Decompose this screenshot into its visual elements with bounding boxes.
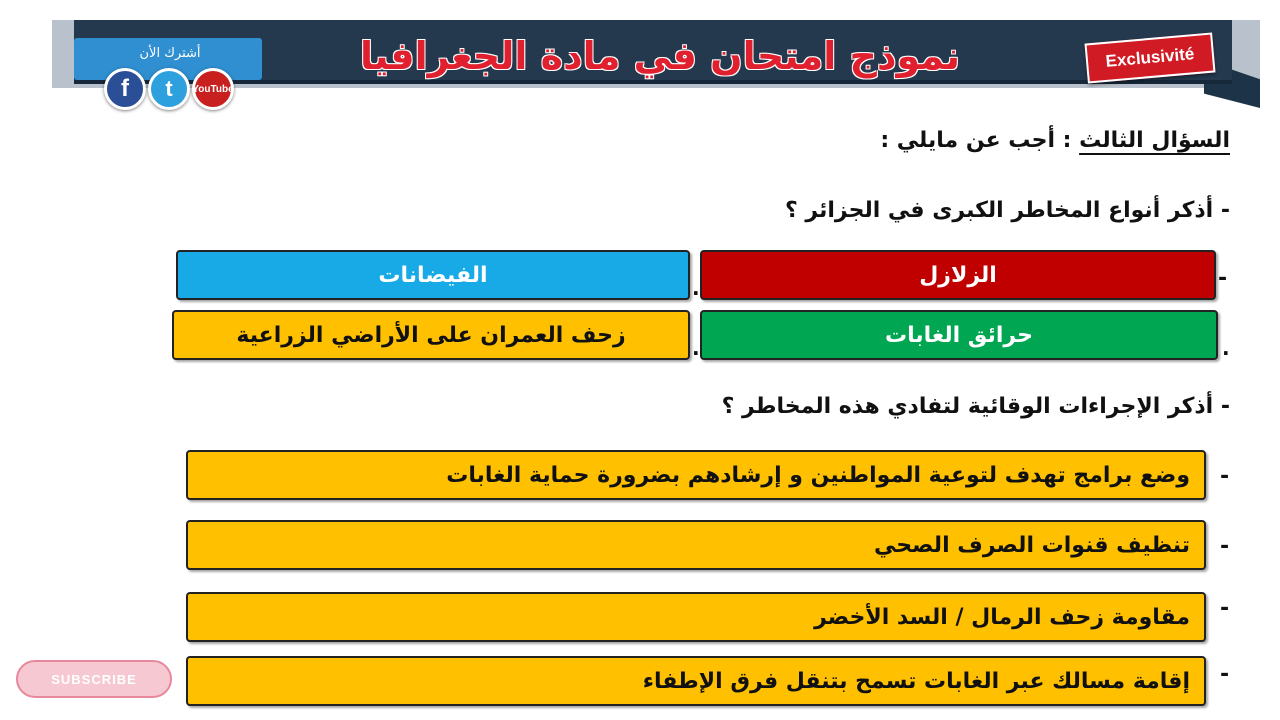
answer-forest-fires: حرائق الغابات: [700, 310, 1218, 360]
measure-forest-paths: إقامة مسالك عبر الغابات تسمح بتنقل فرق الإطفاء: [186, 656, 1206, 706]
dash-marker: -: [1218, 266, 1228, 291]
question-separator: :: [1055, 128, 1080, 153]
youtube-icon[interactable]: YouTube: [192, 68, 234, 110]
subscribe-now-label: أشترك الأن: [139, 46, 201, 61]
dash-marker: -: [1220, 464, 1230, 489]
dash-marker: -: [1220, 534, 1230, 559]
answer-urban-sprawl: زحف العمران على الأراضي الزراعية: [172, 310, 690, 360]
question-heading-line: [880, 128, 1230, 153]
measure-sewage: تنظيف قنوات الصرف الصحي: [186, 520, 1206, 570]
question-heading: السؤال الثالث: [1079, 128, 1230, 153]
page-title: نموذج امتحان في مادة الجغرافيا: [359, 34, 961, 78]
measure-green-dam: مقاومة زحف الرمال / السد الأخضر: [186, 592, 1206, 642]
dot-marker: .: [1222, 336, 1230, 360]
facebook-icon[interactable]: f: [104, 68, 146, 110]
question-instruction: أجب عن مايلي :: [880, 128, 1055, 153]
dash-marker: -: [1220, 662, 1230, 687]
answer-earthquakes: الزلازل: [700, 250, 1216, 300]
twitter-icon[interactable]: t: [148, 68, 190, 110]
dash-marker: -: [1220, 596, 1230, 621]
subscribe-button[interactable]: SUBSCRIBE: [16, 660, 172, 698]
question-2: - أذكر الإجراءات الوقائية لتفادي هذه المخاطر ؟: [721, 394, 1230, 419]
measure-awareness: وضع برامج تهدف لتوعية المواطنين و إرشادهم بضرورة حماية الغابات: [186, 450, 1206, 500]
dot-marker: .: [692, 336, 700, 360]
dot-marker: .: [692, 276, 700, 300]
answer-floods: الفيضانات: [176, 250, 690, 300]
exclusivite-badge: Exclusivité: [1085, 32, 1216, 83]
question-1: - أذكر أنواع المخاطر الكبرى في الجزائر ؟: [785, 198, 1230, 223]
